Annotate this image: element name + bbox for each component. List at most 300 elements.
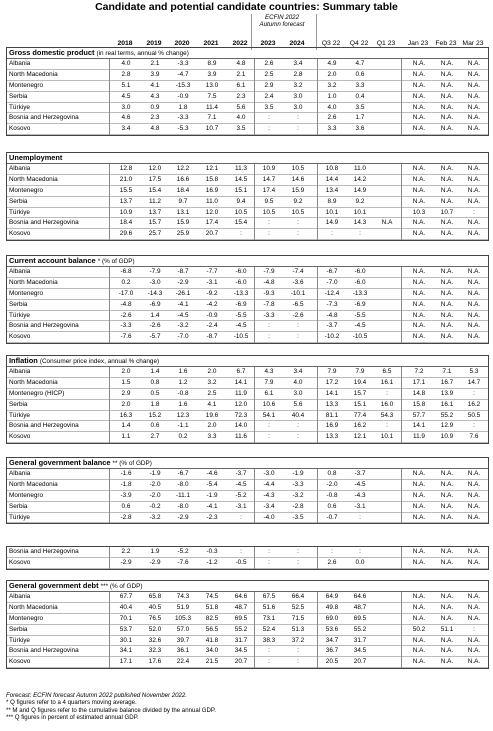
table-cell: -3.3	[263, 311, 275, 319]
table-cell: 11.2	[149, 197, 161, 205]
table-cell: -3.2	[177, 322, 189, 330]
table-cell: 3.6	[355, 125, 365, 133]
table-cell: 0.6	[355, 70, 365, 78]
table-cell: 13.4	[325, 186, 339, 194]
table-cell: -1.9	[292, 470, 304, 477]
table-cell: N.A.	[412, 92, 426, 100]
table-cell: :	[268, 230, 270, 238]
table-cell: N.A.	[412, 658, 426, 666]
table-cell: 21.0	[119, 175, 133, 183]
country-label: North Macedonia	[9, 603, 58, 611]
country-label: Kosovo	[9, 333, 31, 341]
column-header: Feb 23	[435, 40, 457, 47]
table-cell: 1.2	[178, 378, 188, 386]
table-cell: 3.2	[293, 81, 303, 89]
table-cell: -7.6	[177, 558, 189, 566]
table-row	[7, 278, 488, 289]
table-cell: 2.1	[150, 60, 160, 67]
country-label: Kosovo	[9, 230, 31, 238]
table-cell: 48.7	[234, 603, 248, 611]
table-cell: 10.1	[325, 208, 339, 216]
table-cell: 16.7	[440, 378, 454, 386]
column-divider	[401, 59, 402, 135]
table-row	[7, 646, 488, 657]
table-cell: 9.7	[178, 197, 188, 205]
column-divider	[401, 267, 402, 343]
table-cell: 17.2	[325, 378, 339, 386]
table-cell: 1.8	[150, 400, 160, 408]
table-cell: N.A.	[440, 513, 454, 521]
table-cell: 10.5	[234, 208, 248, 216]
table-cell: 55.2	[440, 411, 454, 419]
table-cell: N.A.	[440, 558, 454, 566]
table-cell: 73.1	[262, 614, 276, 622]
table-cell: 12.2	[176, 165, 190, 172]
table-cell: N.A.	[467, 548, 481, 555]
country-label: Bosnia and Herzegovina	[9, 422, 79, 430]
table-cell: :	[297, 114, 299, 122]
table-cell: :	[473, 208, 475, 216]
table-cell: -3.7	[326, 322, 338, 330]
table-cell: -2.0	[149, 480, 161, 488]
table-cell: -2.6	[120, 311, 132, 319]
table-cell: N.A.	[467, 322, 481, 330]
table-cell: N.A.	[412, 480, 426, 488]
column-divider	[109, 164, 110, 240]
table-cell: -2.4	[206, 322, 218, 330]
country-label: Bosnia and Herzegovina	[9, 219, 79, 227]
table-cell: -0.5	[235, 558, 247, 566]
table-cell: 0.8	[150, 378, 160, 386]
table-cell: N.A.	[412, 197, 426, 205]
column-divider	[401, 547, 402, 569]
table-cell: -3.2	[149, 513, 161, 521]
table-cell: -6.7	[177, 470, 189, 477]
table-cell: -6.0	[354, 278, 366, 286]
column-divider	[254, 367, 255, 443]
table-cell: N.A.	[412, 289, 426, 297]
table-cell: 36.1	[176, 647, 190, 655]
table-cell: 2.3	[236, 92, 246, 100]
table-cell: -3.6	[292, 278, 304, 286]
table-cell: 1.8	[178, 103, 188, 111]
country-label: North Macedonia	[9, 175, 58, 183]
table-cell: N.A.	[440, 322, 454, 330]
table-cell: N.A.	[440, 300, 454, 308]
table-cell: 1.5	[121, 378, 131, 386]
table-row	[7, 92, 488, 103]
table-cell: -26.1	[175, 289, 191, 297]
table-cell: 11.9	[413, 433, 425, 441]
table-cell: N.A.	[467, 186, 481, 194]
table-cell: :	[359, 548, 361, 555]
table-cell: 77.4	[353, 411, 367, 419]
table-cell: N.A.	[440, 125, 454, 133]
table-cell: N.A.	[440, 311, 454, 319]
column-divider	[401, 469, 402, 523]
table-cell: N.A.	[440, 175, 454, 183]
table-cell: N.A.	[412, 470, 426, 477]
table-cell: :	[473, 389, 475, 397]
table-cell: 15.9	[291, 186, 305, 194]
table-cell: :	[268, 114, 270, 122]
column-header: 2018	[117, 40, 133, 47]
table-row	[7, 175, 488, 186]
table-row	[7, 547, 488, 558]
column-divider	[317, 164, 318, 240]
section-title	[7, 48, 488, 59]
table-cell: 17.4	[205, 219, 219, 227]
table-cell: N.A.	[467, 114, 481, 122]
table-cell: 3.2	[207, 378, 217, 386]
table-cell: 13.7	[148, 208, 162, 216]
table-cell: 17.1	[412, 378, 426, 386]
table-cell: 9.4	[236, 197, 246, 205]
table-cell: 3.4	[121, 125, 131, 133]
table-cell: 52.5	[291, 603, 305, 611]
column-divider	[109, 367, 110, 443]
table-row	[7, 267, 488, 278]
table-row	[7, 70, 488, 81]
table-cell: 4.5	[121, 92, 131, 100]
table-cell: 2.5	[264, 70, 274, 78]
table-cell: N.A.	[412, 114, 426, 122]
table-cell: -6.0	[354, 268, 366, 275]
table-cell: -7.0	[326, 278, 338, 286]
table-cell: N.A.	[467, 480, 481, 488]
table-section	[6, 152, 489, 241]
table-cell: 12.0	[205, 208, 219, 216]
table-cell: 82.5	[205, 614, 219, 622]
table-cell: 53.7	[119, 625, 133, 633]
table-cell: -7.9	[263, 268, 275, 275]
table-cell: 3.5	[355, 103, 365, 111]
table-cell: -17.0	[118, 289, 134, 297]
table-row	[7, 603, 488, 614]
table-cell: 25.7	[148, 230, 162, 238]
table-row	[7, 300, 488, 311]
table-cell: 14.2	[353, 175, 367, 183]
table-cell: N.A.	[440, 165, 454, 172]
table-cell: N.A.	[440, 278, 454, 286]
table-cell: 4.3	[150, 92, 160, 100]
table-cell: -6.9	[354, 300, 366, 308]
table-row	[7, 186, 488, 197]
table-cell: -1.9	[149, 470, 161, 477]
table-cell: 10.1	[353, 208, 367, 216]
country-label: Türkiye	[9, 513, 30, 521]
table-cell: 13.0	[205, 81, 219, 89]
table-cell: 52.0	[148, 625, 162, 633]
table-cell: -7.8	[263, 300, 275, 308]
table-cell: -0.8	[177, 389, 189, 397]
table-cell: 67.5	[262, 593, 276, 600]
table-cell: 14.4	[325, 175, 339, 183]
table-cell: N.A.	[467, 614, 481, 622]
table-cell: 14.6	[291, 175, 305, 183]
section-title-text: Gross domestic product	[9, 48, 95, 57]
table-cell: N.A.	[440, 614, 454, 622]
table-cell: -2.8	[292, 502, 304, 510]
table-cell: :	[386, 389, 388, 397]
table-cell: -4.1	[206, 502, 218, 510]
table-cell: -8.7	[177, 268, 189, 275]
country-label: Albania	[9, 165, 31, 172]
table-cell: 0.9	[150, 103, 160, 111]
table-cell: 4.8	[236, 60, 246, 67]
table-cell: 2.2	[121, 548, 131, 555]
table-cell: 8.9	[207, 60, 217, 67]
table-cell: -3.0	[149, 278, 161, 286]
table-cell: 3.9	[207, 70, 217, 78]
table-cell: :	[268, 322, 270, 330]
table-cell: 3.9	[150, 70, 160, 78]
table-cell: 54.1	[262, 411, 276, 419]
table-cell: 0.8	[327, 470, 337, 477]
table-cell: 0.2	[178, 433, 188, 441]
table-cell: 3.4	[293, 368, 303, 375]
country-label: Türkiye	[9, 311, 30, 319]
table-cell: 3.5	[236, 125, 246, 133]
table-cell: -6.8	[120, 268, 132, 275]
table-row	[7, 332, 488, 343]
table-row	[7, 625, 488, 636]
table-cell: N.A.	[440, 636, 454, 644]
table-cell: 4.0	[327, 103, 337, 111]
table-cell: 4.7	[355, 60, 365, 67]
table-cell: 51.1	[440, 625, 454, 633]
column-divider	[401, 164, 402, 240]
table-section	[6, 580, 489, 669]
column-header: 2022	[232, 40, 248, 47]
table-cell: N.A.	[412, 268, 426, 275]
table-cell: 36.7	[325, 647, 339, 655]
table-cell: -4.3	[263, 491, 275, 499]
column-header: 2020	[174, 40, 190, 47]
table-cell: 0.6	[150, 422, 160, 430]
section-subtitle: (in real terms, annual % change)	[96, 50, 189, 57]
table-cell: 51.6	[262, 603, 276, 611]
table-cell: 29.6	[119, 230, 133, 238]
table-cell: N.A	[381, 219, 393, 227]
table-cell: -4.8	[120, 300, 132, 308]
table-cell: 20.7	[234, 658, 248, 666]
table-cell: 1.6	[178, 400, 188, 408]
table-cell: 0.5	[150, 389, 160, 397]
table-cell: 2.8	[293, 70, 303, 78]
country-label: Kosovo	[9, 658, 31, 666]
section-subtitle: *** (% of GDP)	[100, 583, 143, 590]
table-cell: 11.0	[354, 165, 366, 172]
table-cell: 7.2	[414, 368, 424, 375]
table-cell: :	[268, 647, 270, 655]
table-cell: -7.6	[120, 333, 132, 341]
table-cell: 2.0	[327, 70, 337, 78]
table-row	[7, 491, 488, 502]
table-row	[7, 103, 488, 114]
column-divider	[317, 592, 318, 668]
table-cell: 14.7	[467, 378, 481, 386]
table-cell: 13.7	[119, 197, 133, 205]
country-label: Kosovo	[9, 558, 31, 566]
country-label: Montenegro	[9, 81, 44, 89]
table-cell: 3.0	[293, 389, 303, 397]
table-cell: :	[331, 548, 333, 555]
table-cell: 9.5	[264, 197, 274, 205]
column-divider	[254, 592, 255, 668]
table-cell: :	[240, 230, 242, 238]
table-cell: 0.6	[121, 502, 131, 510]
table-cell: 66.4	[291, 593, 305, 600]
table-cell: N.A.	[440, 197, 454, 205]
table-cell: 15.7	[148, 219, 162, 227]
table-cell: N.A.	[440, 491, 454, 499]
table-cell: N.A.	[440, 470, 454, 477]
table-cell: 34.1	[119, 647, 133, 655]
table-cell: -15.3	[175, 81, 191, 89]
table-cell: 40.5	[148, 603, 162, 611]
table-cell: -3.2	[292, 491, 304, 499]
table-cell: 5.3	[469, 368, 479, 375]
table-cell: N.A.	[467, 81, 481, 89]
table-cell: -5.5	[354, 311, 366, 319]
table-section	[6, 546, 489, 570]
table-cell: -4.5	[354, 480, 366, 488]
table-cell: :	[297, 658, 299, 666]
table-cell: 69.0	[325, 614, 339, 622]
table-cell: -2.9	[177, 513, 189, 521]
table-cell: 64.6	[234, 593, 248, 600]
table-cell: N.A.	[440, 114, 454, 122]
table-cell: 34.5	[234, 647, 248, 655]
table-cell: N.A.	[412, 175, 426, 183]
table-cell: -4.0	[263, 513, 275, 521]
table-cell: 2.9	[121, 389, 131, 397]
column-header: Q3 22	[321, 40, 341, 47]
table-cell: N.A.	[467, 636, 481, 644]
table-cell: 11.6	[235, 433, 247, 441]
column-header: Q4 22	[349, 40, 369, 47]
table-cell: 14.3	[353, 219, 367, 227]
country-label: Montenegro	[9, 289, 44, 297]
table-cell: -3.1	[206, 278, 218, 286]
table-cell: 64.9	[325, 593, 339, 600]
table-cell: N.A.	[467, 300, 481, 308]
table-cell: -6.5	[292, 300, 304, 308]
table-cell: -4.5	[354, 322, 366, 330]
table-cell: N.A.	[467, 289, 481, 297]
table-cell: N.A.	[467, 593, 481, 600]
table-cell: 3.0	[121, 103, 131, 111]
table-row	[7, 636, 488, 647]
table-cell: 10.3	[412, 208, 426, 216]
table-cell: N.A.	[440, 289, 454, 297]
table-row	[7, 614, 488, 625]
table-cell: 3.3	[327, 125, 337, 133]
table-cell: 14.1	[325, 389, 339, 397]
table-cell: N.A.	[412, 278, 426, 286]
table-cell: 2.6	[264, 60, 274, 67]
table-cell: -3.3	[177, 60, 189, 67]
section-title-text: General government balance	[9, 458, 111, 467]
table-cell: :	[297, 333, 299, 341]
table-cell: 51.9	[176, 603, 190, 611]
table-cell: N.A.	[412, 186, 426, 194]
country-label: Kosovo	[9, 433, 31, 441]
table-cell: -7.0	[177, 333, 189, 341]
table-row	[7, 124, 488, 135]
table-cell: -1.6	[120, 470, 132, 477]
table-cell: -2.8	[120, 513, 132, 521]
table-cell: -8.7	[206, 333, 218, 341]
table-cell: 72.3	[234, 411, 248, 419]
table-row	[7, 513, 488, 524]
table-cell: N.A.	[467, 165, 481, 172]
table-cell: 11.0	[206, 197, 218, 205]
table-cell: -5.5	[235, 311, 247, 319]
table-cell: 15.4	[148, 186, 162, 194]
table-cell: 11.9	[235, 389, 247, 397]
table-cell: 74.3	[176, 593, 190, 600]
table-section	[6, 47, 489, 136]
table-cell: 13.3	[325, 400, 339, 408]
table-cell: -8.0	[177, 480, 189, 488]
table-cell: 1.4	[150, 311, 160, 319]
table-cell: 14.7	[262, 175, 276, 183]
page-title: Candidate and potential candidate countries: Summary table	[95, 1, 398, 13]
country-label: Türkiye	[9, 208, 30, 216]
table-cell: -13.3	[233, 289, 249, 297]
table-cell: -3.7	[235, 470, 247, 477]
table-cell: 12.3	[176, 411, 190, 419]
column-header: Jan 23	[407, 40, 429, 47]
column-divider	[254, 267, 255, 343]
column-header: Q1 23	[376, 40, 396, 47]
table-cell: 16.1	[380, 378, 394, 386]
table-cell: N.A.	[412, 603, 426, 611]
table-row	[7, 502, 488, 513]
table-cell: 0.4	[355, 92, 365, 100]
table-cell: 1.0	[327, 92, 337, 100]
table-cell: N.A.	[412, 513, 426, 521]
table-cell: 10.9	[119, 208, 133, 216]
table-cell: 81.1	[325, 411, 339, 419]
table-cell: 2.0	[207, 368, 217, 375]
table-cell: -2.9	[177, 278, 189, 286]
table-cell: -6.7	[326, 268, 338, 275]
table-cell: 34.0	[205, 647, 219, 655]
table-cell: 14.9	[353, 186, 367, 194]
table-cell: 15.1	[234, 186, 248, 194]
table-cell: -7.9	[149, 268, 161, 275]
table-row	[7, 164, 488, 175]
table-cell: 1.7	[355, 114, 365, 122]
country-label: Kosovo	[9, 125, 31, 133]
table-cell: -6.0	[235, 278, 247, 286]
table-cell: 3.3	[355, 81, 365, 89]
table-cell: N.A.	[440, 219, 454, 227]
table-cell: 39.7	[176, 636, 190, 644]
section-title	[7, 256, 488, 267]
table-cell: N.A.	[412, 60, 426, 67]
table-cell: 5.6	[236, 103, 246, 111]
table-row	[7, 400, 488, 411]
table-cell: -1.1	[177, 422, 189, 430]
table-cell: 2.6	[327, 114, 337, 122]
table-cell: -0.7	[326, 513, 338, 521]
table-cell: 70.1	[119, 614, 133, 622]
table-cell: :	[268, 548, 270, 555]
